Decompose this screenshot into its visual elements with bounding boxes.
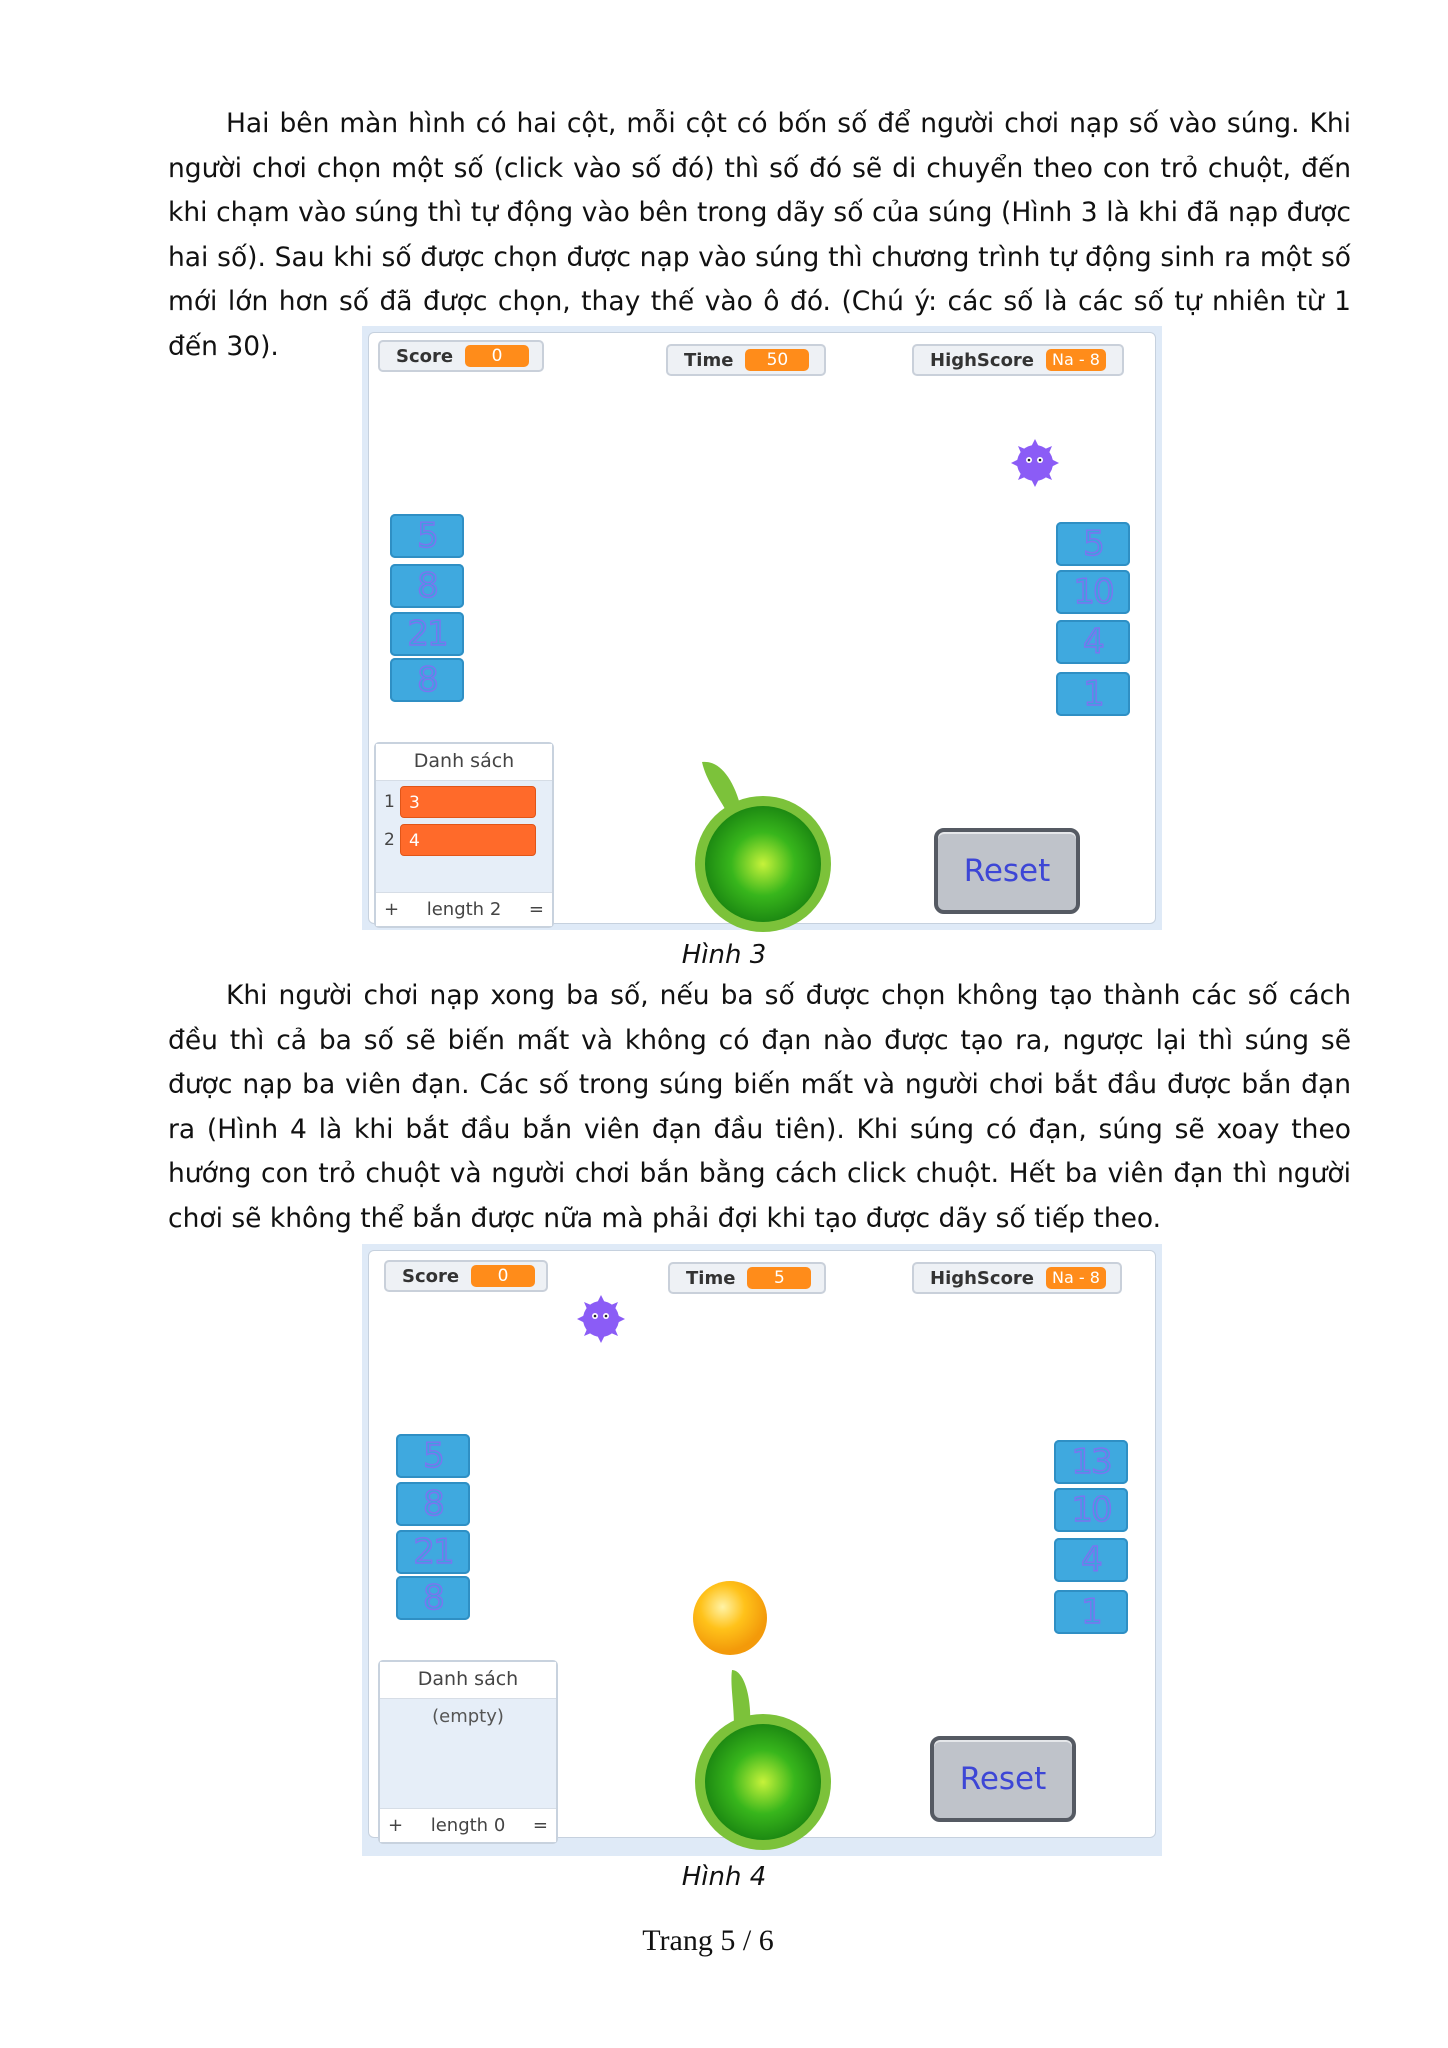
highscore-monitor bbox=[912, 344, 1124, 376]
list-footer bbox=[376, 892, 552, 926]
left-number-tile-3[interactable]: 21 bbox=[390, 612, 464, 656]
right-number-tile-3[interactable]: 4 bbox=[1054, 1538, 1128, 1582]
time-monitor bbox=[668, 1262, 826, 1294]
highscore-monitor bbox=[912, 1262, 1122, 1294]
list-item bbox=[384, 824, 536, 856]
time-label: Time bbox=[686, 1267, 736, 1289]
list-footer bbox=[380, 1808, 556, 1842]
list-monitor bbox=[374, 742, 554, 928]
figure-4-caption: Hình 4 bbox=[681, 1862, 767, 1892]
score-monitor bbox=[384, 1260, 548, 1292]
right-number-tile-4[interactable]: 1 bbox=[1054, 1590, 1128, 1634]
list-length: length 2 bbox=[426, 899, 502, 920]
list-resize-handle[interactable]: = bbox=[528, 899, 544, 920]
paragraph-2 bbox=[168, 974, 1351, 1241]
list-title: Danh sách bbox=[380, 1662, 556, 1699]
left-number-tile-1[interactable]: 5 bbox=[396, 1434, 470, 1478]
page-footer: Trang 5 / 6 bbox=[642, 1924, 774, 1957]
right-number-tile-2[interactable]: 10 bbox=[1056, 570, 1130, 614]
left-number-tile-2[interactable]: 8 bbox=[390, 564, 464, 608]
gun-icon[interactable] bbox=[688, 756, 838, 926]
figure-4-stage bbox=[362, 1244, 1162, 1856]
gun-icon[interactable] bbox=[688, 1664, 838, 1844]
right-number-tile-2[interactable]: 10 bbox=[1054, 1488, 1128, 1532]
highscore-value: Na - 8 bbox=[1046, 1267, 1106, 1289]
right-number-tile-3[interactable]: 4 bbox=[1056, 620, 1130, 664]
paragraph-2-text: Khi người chơi nạp xong ba số, nếu ba số được chọn không tạo thành các số cách đều thì cả ba số sẽ biến mất và không có đạn nào được tạo ra, ngược lại thì súng sẽ được nạp ba viên đạn. Các số trong súng biến mất và người chơi bắt đầu được bắn đạn ra (Hình 4 là khi bắt đầu bắn viên đạn đầu tiên). Khi súng có đạn, súng sẽ xoay theo hướng con trỏ chuột và người chơi bắn bằng cách click chuột. Hết ba viên đạn thì người chơi sẽ không thể bắn được nữa mà phải đợi khi tạo được dãy số tiếp theo. bbox=[168, 980, 1351, 1234]
puffer-creature-icon bbox=[1010, 438, 1060, 488]
paragraph-1-text: Hai bên màn hình có hai cột, mỗi cột có bốn số để người chơi nạp số vào súng. Khi người chơi chọn một số (click vào số đó) thì số đó sẽ di chuyển theo con trỏ chuột, đến khi chạm vào súng thì tự động vào bên trong dãy số của súng (Hình 3 là khi đã nạp được hai số). Sau khi số được chọn được nạp vào súng thì chương trình tự động sinh ra một số mới lớn hơn số đã được chọn, thay thế vào ô đó. (Chú ý: các số là các số tự nhiên từ 1 đến 30). bbox=[168, 108, 1351, 362]
left-number-tile-2[interactable]: 8 bbox=[396, 1482, 470, 1526]
reset-button[interactable]: Reset bbox=[934, 828, 1080, 914]
figure-3-caption: Hình 3 bbox=[681, 940, 767, 970]
score-value: 0 bbox=[465, 345, 529, 367]
list-item-value: 3 bbox=[400, 786, 536, 818]
reset-button[interactable]: Reset bbox=[930, 1736, 1076, 1822]
time-monitor bbox=[666, 344, 826, 376]
right-number-tile-1[interactable]: 5 bbox=[1056, 522, 1130, 566]
bullet-icon bbox=[692, 1580, 768, 1656]
right-number-tile-4[interactable]: 1 bbox=[1056, 672, 1130, 716]
time-value: 5 bbox=[747, 1267, 811, 1289]
time-value: 50 bbox=[745, 349, 809, 371]
left-number-tile-1[interactable]: 5 bbox=[390, 514, 464, 558]
list-resize-handle[interactable]: = bbox=[532, 1815, 548, 1836]
highscore-value: Na - 8 bbox=[1046, 349, 1106, 371]
score-label: Score bbox=[402, 1265, 460, 1287]
figure-3-stage bbox=[362, 326, 1162, 930]
score-monitor bbox=[378, 340, 544, 372]
list-item-value: 4 bbox=[400, 824, 536, 856]
left-number-tile-3[interactable]: 21 bbox=[396, 1530, 470, 1574]
list-add-button[interactable]: + bbox=[388, 1815, 404, 1836]
list-empty: (empty) bbox=[432, 1706, 504, 1727]
highscore-label: HighScore bbox=[930, 1267, 1035, 1289]
score-value: 0 bbox=[471, 1265, 535, 1287]
puffer-creature-icon bbox=[576, 1294, 626, 1344]
time-label: Time bbox=[684, 349, 734, 371]
list-title: Danh sách bbox=[376, 744, 552, 781]
score-label: Score bbox=[396, 345, 454, 367]
left-number-tile-4[interactable]: 8 bbox=[390, 658, 464, 702]
list-add-button[interactable]: + bbox=[384, 899, 400, 920]
list-item-index: 2 bbox=[384, 830, 395, 850]
list-monitor bbox=[378, 1660, 558, 1844]
list-length: length 0 bbox=[430, 1815, 506, 1836]
left-number-tile-4[interactable]: 8 bbox=[396, 1576, 470, 1620]
list-item bbox=[384, 786, 536, 818]
list-item-index: 1 bbox=[384, 792, 395, 812]
highscore-label: HighScore bbox=[930, 349, 1035, 371]
right-number-tile-1[interactable]: 13 bbox=[1054, 1440, 1128, 1484]
